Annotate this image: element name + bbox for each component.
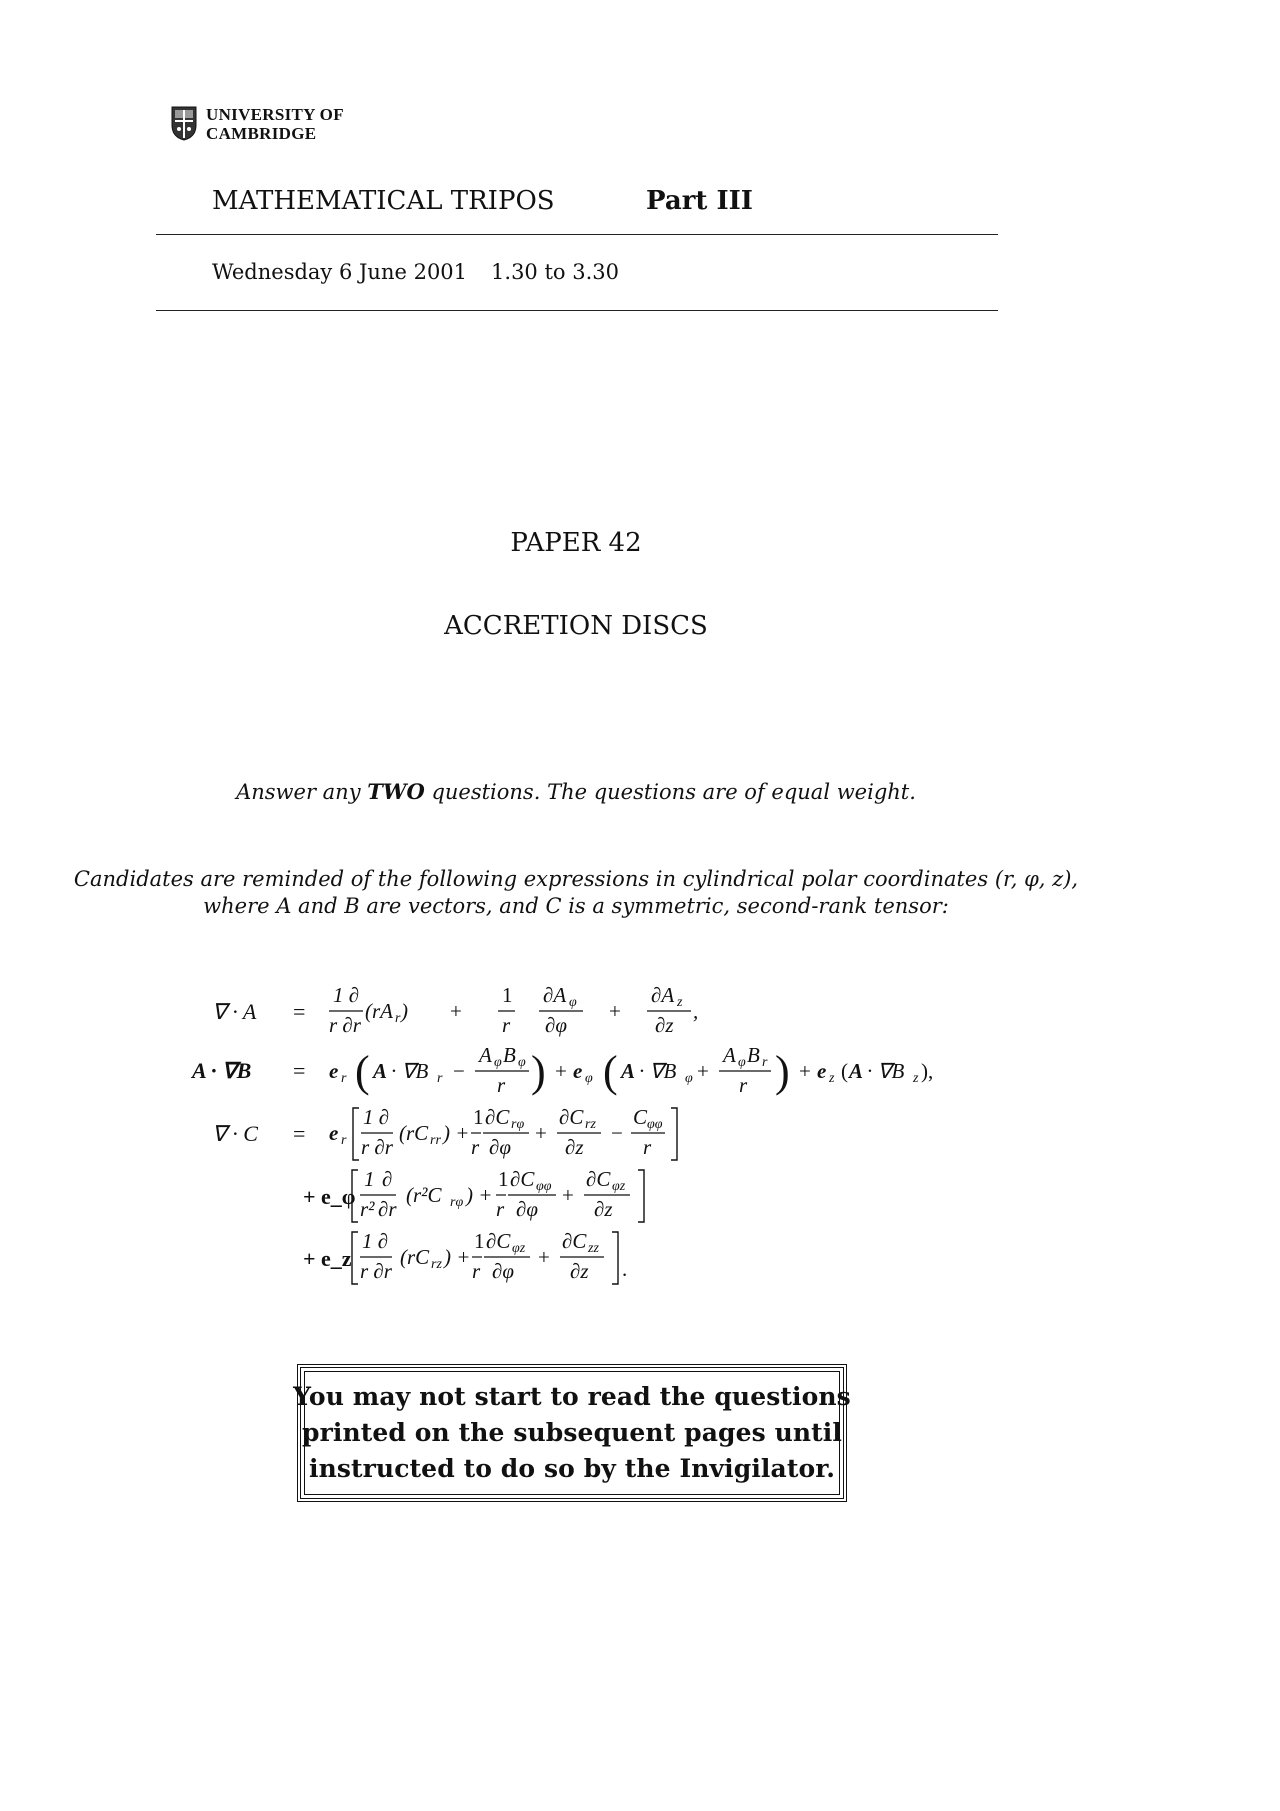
svg-text:φφ: φφ bbox=[647, 1117, 663, 1132]
svg-text:+: + bbox=[562, 1183, 574, 1207]
svg-text:z: z bbox=[677, 995, 683, 1010]
svg-text:∂z: ∂z bbox=[655, 1013, 674, 1037]
warning-line-2: printed on the subsequent pages until bbox=[302, 1418, 842, 1447]
eq4-prefix bbox=[303, 1184, 356, 1210]
exam-date: Wednesday 6 June 2001 bbox=[212, 260, 468, 284]
svg-text:+: + bbox=[450, 999, 462, 1023]
svg-text:r ∂r: r ∂r bbox=[361, 1135, 393, 1159]
svg-text:1 ∂: 1 ∂ bbox=[362, 1229, 389, 1253]
svg-text:∂φ: ∂φ bbox=[489, 1135, 511, 1159]
svg-text:): ) bbox=[775, 1047, 790, 1096]
svg-text:(r²C: (r²C bbox=[406, 1183, 442, 1207]
svg-text:· ∇B: · ∇B bbox=[639, 1059, 677, 1083]
svg-text:(: ( bbox=[355, 1047, 370, 1096]
eq4-prefix-text: + e_φ bbox=[303, 1184, 356, 1209]
svg-text:rφ: rφ bbox=[450, 1195, 464, 1210]
svg-text:∂z: ∂z bbox=[565, 1135, 584, 1159]
svg-text:rz: rz bbox=[431, 1257, 442, 1272]
svg-text:∂C: ∂C bbox=[486, 1229, 511, 1253]
logo-line-2: CAMBRIDGE bbox=[206, 124, 317, 143]
svg-text:r²: r² bbox=[360, 1197, 375, 1221]
svg-text:C: C bbox=[633, 1105, 648, 1129]
svg-text:φφ: φφ bbox=[536, 1179, 552, 1194]
svg-text:∂C: ∂C bbox=[559, 1105, 584, 1129]
eq5-prefix-text: + e_z bbox=[303, 1246, 352, 1271]
svg-text:1: 1 bbox=[474, 1229, 485, 1253]
svg-text:+: + bbox=[538, 1245, 550, 1269]
svg-text:r ∂r: r ∂r bbox=[360, 1259, 392, 1283]
svg-text:· ∇B: · ∇B bbox=[391, 1059, 429, 1083]
svg-text:rz: rz bbox=[585, 1117, 596, 1132]
svg-text:∂r: ∂r bbox=[378, 1197, 397, 1221]
svg-text:r: r bbox=[643, 1135, 652, 1159]
svg-text:φ: φ bbox=[518, 1055, 526, 1070]
eq2-equals: = bbox=[293, 1058, 306, 1083]
svg-text:) +: ) + bbox=[444, 1245, 471, 1269]
exam-time: 1.30 to 3.30 bbox=[491, 260, 619, 284]
svg-text:,: , bbox=[693, 999, 699, 1023]
svg-text:· ∇B: · ∇B bbox=[867, 1059, 905, 1083]
svg-text:e: e bbox=[573, 1059, 583, 1083]
svg-text:1: 1 bbox=[364, 1167, 375, 1191]
svg-text:r: r bbox=[437, 1071, 443, 1086]
svg-text:) +: ) + bbox=[443, 1121, 470, 1145]
warning-line-3: instructed to do so by the Invigilator. bbox=[308, 1454, 836, 1483]
svg-text:r: r bbox=[341, 1071, 347, 1086]
reminder-line-1: Candidates are reminded of the following expressions in cylindrical polar coordinates (r, φ, z), bbox=[73, 867, 1079, 891]
svg-text:∂C: ∂C bbox=[562, 1229, 587, 1253]
svg-text:r ∂r: r ∂r bbox=[329, 1013, 361, 1037]
svg-text:A: A bbox=[479, 1043, 492, 1067]
svg-text:1: 1 bbox=[502, 983, 513, 1007]
eq3-equals: = bbox=[293, 1121, 306, 1146]
svg-text:e: e bbox=[329, 1121, 339, 1145]
svg-text:1: 1 bbox=[498, 1167, 509, 1191]
svg-text:) +: ) + bbox=[466, 1183, 493, 1207]
svg-text:∂φ: ∂φ bbox=[516, 1197, 538, 1221]
svg-text:1 ∂: 1 ∂ bbox=[363, 1105, 390, 1129]
svg-text:φ: φ bbox=[569, 995, 577, 1010]
svg-text:r: r bbox=[341, 1133, 347, 1148]
svg-text:r: r bbox=[497, 1073, 506, 1097]
svg-text:z: z bbox=[829, 1071, 835, 1086]
svg-text:+: + bbox=[555, 1059, 567, 1083]
exam-part: Part III bbox=[646, 186, 753, 216]
svg-text:r: r bbox=[739, 1073, 748, 1097]
svg-text:∂C: ∂C bbox=[485, 1105, 510, 1129]
eq2-lhs: A · ∇B bbox=[192, 1058, 252, 1083]
svg-text:(rA: (rA bbox=[365, 999, 393, 1023]
answer-bold: TWO bbox=[367, 779, 425, 804]
svg-text:(rC: (rC bbox=[400, 1245, 430, 1269]
svg-text:B: B bbox=[503, 1043, 516, 1067]
svg-text:rφ: rφ bbox=[511, 1117, 525, 1132]
svg-text:rr: rr bbox=[430, 1133, 441, 1148]
svg-text:(rC: (rC bbox=[399, 1121, 429, 1145]
svg-text:A: A bbox=[849, 1059, 864, 1083]
svg-text:∂A: ∂A bbox=[543, 983, 567, 1007]
svg-text:∂z: ∂z bbox=[570, 1259, 589, 1283]
svg-text:r: r bbox=[762, 1055, 768, 1070]
svg-text:∂: ∂ bbox=[382, 1167, 393, 1191]
reminder-line-2: where A and B are vectors, and C is a symmetric, second-rank tensor: bbox=[203, 894, 949, 918]
svg-text:A: A bbox=[723, 1043, 736, 1067]
svg-text:1: 1 bbox=[473, 1105, 484, 1129]
svg-text:∂A: ∂A bbox=[651, 983, 675, 1007]
warning-line-1: You may not start to read the questions bbox=[293, 1382, 851, 1411]
svg-text:+: + bbox=[697, 1059, 709, 1083]
svg-text:(: ( bbox=[603, 1047, 618, 1096]
svg-text:φz: φz bbox=[512, 1241, 526, 1256]
eq1-lhs: ∇ · A bbox=[212, 999, 257, 1024]
svg-text:.: . bbox=[622, 1257, 628, 1281]
svg-text:−: − bbox=[453, 1059, 465, 1083]
svg-text:φ: φ bbox=[494, 1055, 502, 1070]
svg-text:(: ( bbox=[841, 1059, 848, 1083]
svg-text:∂C: ∂C bbox=[510, 1167, 535, 1191]
invigilator-warning-box bbox=[293, 1364, 851, 1502]
exam-title: MATHEMATICAL TRIPOS bbox=[212, 186, 555, 216]
svg-text:∂φ: ∂φ bbox=[492, 1259, 514, 1283]
svg-text:∂z: ∂z bbox=[594, 1197, 613, 1221]
paper-number: PAPER 42 bbox=[510, 528, 642, 558]
svg-text:e: e bbox=[817, 1059, 827, 1083]
svg-text:): ) bbox=[531, 1047, 546, 1096]
svg-text:−: − bbox=[611, 1121, 623, 1145]
eq1-equals: = bbox=[293, 999, 306, 1024]
svg-text:z: z bbox=[913, 1071, 919, 1086]
svg-text:∂C: ∂C bbox=[586, 1167, 611, 1191]
svg-text:r: r bbox=[502, 1013, 511, 1037]
svg-text:φ: φ bbox=[585, 1071, 593, 1086]
svg-text:+: + bbox=[535, 1121, 547, 1145]
svg-text:e: e bbox=[329, 1059, 339, 1083]
eq5-rhs bbox=[350, 1224, 690, 1296]
answer-post: questions. The questions are of equal weight. bbox=[424, 780, 916, 804]
svg-text:B: B bbox=[747, 1043, 760, 1067]
svg-text:A: A bbox=[621, 1059, 636, 1083]
eq5-prefix bbox=[303, 1246, 352, 1272]
answer-pre: Answer any bbox=[236, 780, 368, 804]
svg-text:A: A bbox=[373, 1059, 388, 1083]
eq3-lhs: ∇ · C bbox=[212, 1121, 258, 1146]
svg-text:φ: φ bbox=[738, 1055, 746, 1070]
svg-text:+: + bbox=[799, 1059, 811, 1083]
svg-text:),: ), bbox=[921, 1059, 934, 1083]
svg-text:φ: φ bbox=[685, 1071, 693, 1086]
svg-text:r: r bbox=[395, 1011, 401, 1026]
svg-text:+: + bbox=[609, 999, 621, 1023]
svg-text:r: r bbox=[496, 1197, 505, 1221]
svg-text:r: r bbox=[472, 1259, 481, 1283]
svg-text:∂φ: ∂φ bbox=[545, 1013, 567, 1037]
svg-text:): ) bbox=[401, 999, 408, 1023]
svg-text:zz: zz bbox=[588, 1241, 599, 1256]
paper-subject: ACCRETION DISCS bbox=[444, 611, 708, 641]
svg-text:r: r bbox=[471, 1135, 480, 1159]
svg-text:φz: φz bbox=[612, 1179, 626, 1194]
logo-line-1: UNIVERSITY OF bbox=[206, 105, 344, 124]
svg-text:1 ∂: 1 ∂ bbox=[333, 983, 360, 1007]
